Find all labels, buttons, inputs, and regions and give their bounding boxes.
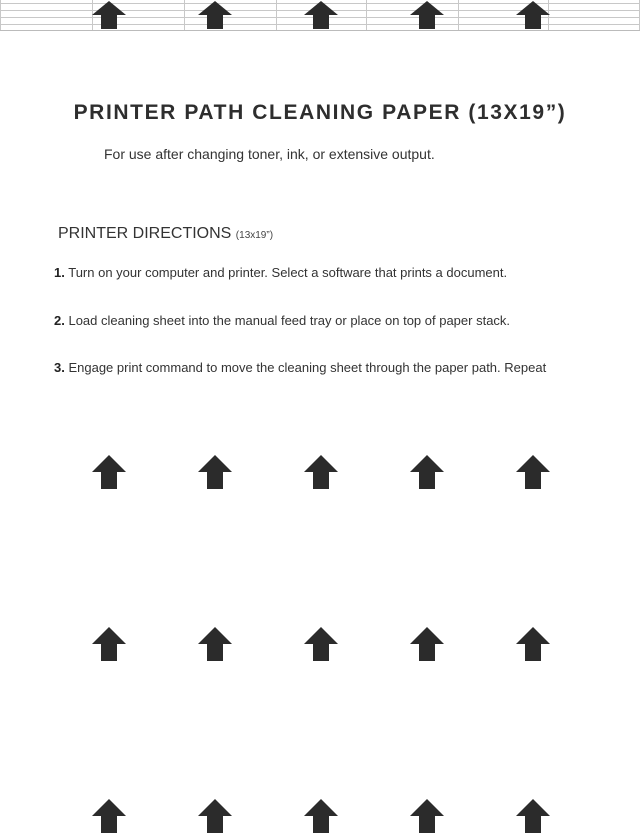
up-arrow-icon: [515, 627, 551, 661]
up-arrow-icon: [409, 455, 445, 489]
strip-column-line: [366, 0, 367, 30]
up-arrow-icon: [197, 627, 233, 661]
directions-heading: [58, 225, 273, 243]
step-number: 3.: [54, 360, 65, 375]
up-arrow-icon: [91, 1, 127, 29]
up-arrow-icon: [197, 1, 233, 29]
directions-heading-label: PRINTER DIRECTIONS: [58, 225, 232, 242]
step-text: Load cleaning sheet into the manual feed tray or place on top of paper stack.: [68, 313, 511, 328]
strip-column-line: [458, 0, 459, 30]
up-arrow-icon: [409, 799, 445, 833]
direction-step-1: [54, 265, 507, 280]
strip-column-line: [276, 0, 277, 30]
direction-step-3: [54, 360, 546, 375]
directions-size-note: (13x19”): [235, 230, 274, 241]
up-arrow-icon: [515, 455, 551, 489]
direction-step-2: [54, 313, 510, 328]
page-subtitle: For use after changing toner, ink, or extensive output.: [104, 146, 435, 162]
up-arrow-icon: [91, 455, 127, 489]
up-arrow-icon: [303, 627, 339, 661]
step-text: Turn on your computer and printer. Select a software that prints a document.: [68, 265, 508, 280]
up-arrow-icon: [197, 799, 233, 833]
step-text: Engage print command to move the cleaning sheet through the paper path. Repeat: [68, 360, 547, 375]
up-arrow-icon: [91, 799, 127, 833]
up-arrow-icon: [91, 627, 127, 661]
step-number: 1.: [54, 265, 65, 280]
up-arrow-icon: [409, 1, 445, 29]
page-title: PRINTER PATH CLEANING PAPER (13X19”): [73, 101, 567, 124]
up-arrow-icon: [515, 1, 551, 29]
strip-column-line: [0, 0, 1, 30]
up-arrow-icon: [515, 799, 551, 833]
up-arrow-icon: [409, 627, 445, 661]
up-arrow-icon: [303, 799, 339, 833]
up-arrow-icon: [197, 455, 233, 489]
up-arrow-icon: [303, 1, 339, 29]
up-arrow-icon: [303, 455, 339, 489]
strip-column-line: [184, 0, 185, 30]
step-number: 2.: [54, 313, 65, 328]
